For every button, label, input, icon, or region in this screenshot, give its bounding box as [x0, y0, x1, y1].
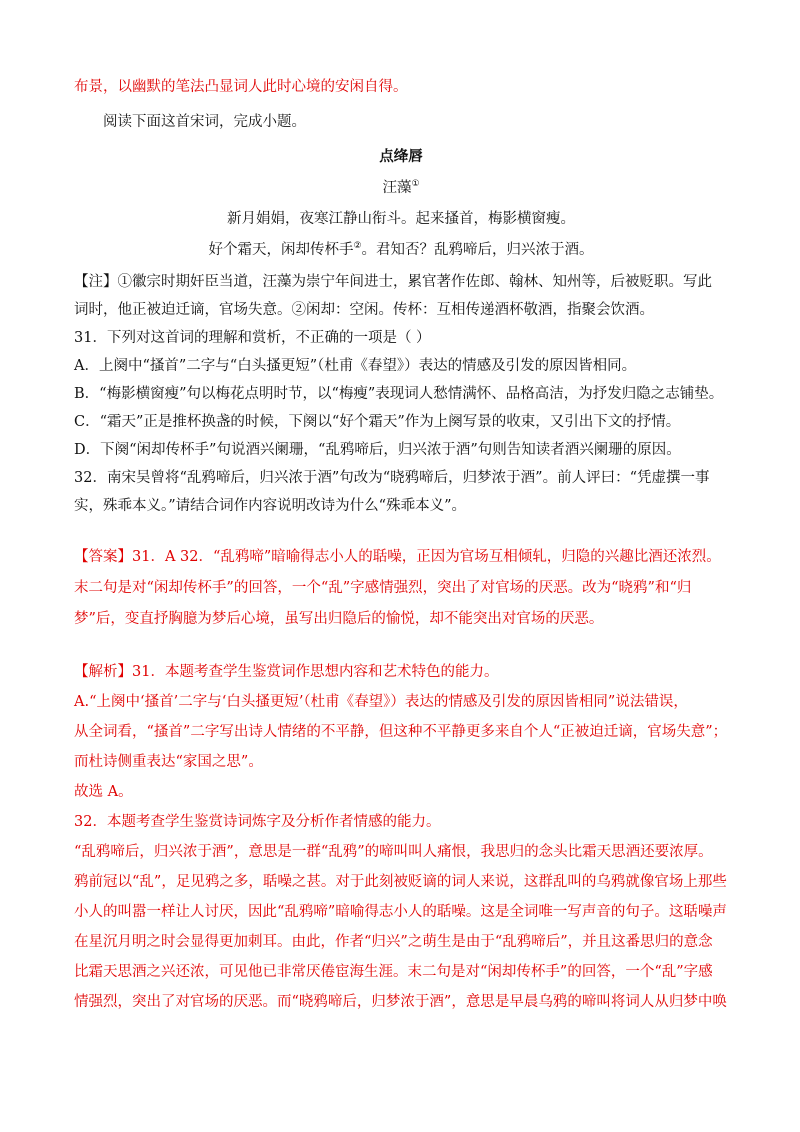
note-line: 词时，他正被迫迁谪，官场失意。②闲却：空闲。传杯：互相传递酒杯敬酒，指聚会饮酒。 — [74, 302, 654, 318]
q32-stem-line: 实，殊乖本义。”请结合词作内容说明改诗为什么“殊乖本义”。 — [74, 498, 466, 514]
poem-line-1: 新月娟娟，夜寒江静山衔斗。起来搔首，梅影横窗瘦。 — [227, 211, 575, 227]
instruction-text: 阅读下面这首宋词，完成小题。 — [103, 114, 306, 130]
answer-line: 【答案】31．A 32．“乱鸦啼”暗喻得志小人的聒噪，正因为官场互相倾轧，归隐的兴趣比酒还浓烈。 — [74, 549, 721, 565]
answer-line: 梦”后，变直抒胸臆为梦后心境，虽写出归隐后的愉悦，却不能突出对官场的厌恶。 — [74, 611, 604, 627]
poem-title: 点绛唇 — [379, 149, 423, 165]
analysis-line: 故选 A。 — [74, 784, 133, 800]
analysis-line: “乱鸦啼后，归兴浓于酒”，意思是一群“乱鸦”的啼叫叫人痛恨，我思归的念头比霜天思酒还要浓厚。 — [74, 844, 713, 860]
poem-author-name: 汪藻 — [382, 180, 412, 196]
answer-line: 末二句是对“闲却传杯手”的回答，一个“乱”字感情强烈，突出了对官场的厌恶。改为“晓鸦”和“归 — [74, 580, 692, 596]
poem-line-2-part-b: 。君知否？乱鸦啼后，归兴浓于酒。 — [361, 242, 594, 258]
document-page — [74, 74, 728, 1017]
analysis-line: 鸦前冠以“乱”，足见鸦之多，聒噪之甚。对于此刻被贬谪的词人来说，这群乱叫的乌鸦就像官场上那些 — [74, 874, 727, 890]
q31-option-a: A．上阕中“搔首”二字与“白头搔更短”（杜甫《春望》）表达的情感及引发的原因皆相同。 — [74, 358, 637, 374]
analysis-line: 在星沉月明之时会显得更加刺耳。由此，作者“归兴”之萌生是由于“乱鸦啼后”，并且这番思归的意念 — [74, 934, 713, 950]
poem-line-2-part-a: 好个霜天，闲却传杯手 — [208, 242, 354, 258]
analysis-line: 从全词看，“搔首”二字写出诗人情绪的不平静，但这种不平静更多来自个人“正被迫迁谪，官场失意”； — [74, 724, 728, 740]
analysis-line: 比霜天思酒之兴还浓，可见他已非常厌倦宦海生涯。末二句是对“闲却传杯手”的回答，一个“乱”字感 — [74, 964, 713, 980]
q31-option-b: B．“梅影横窗瘦”句以梅花点明时节，以“梅瘦”表现词人愁情满怀、品格高洁，为抒发归隐之志铺垫。 — [74, 386, 724, 402]
poem-line-2-note: ② — [353, 241, 362, 252]
poem-author-note: ① — [411, 179, 420, 190]
analysis-line: 【解析】31．本题考查学生鉴赏词作思想内容和艺术特色的能力。 — [74, 664, 499, 680]
analysis-line: 小人的叫嚣一样让人讨厌，因此“乱鸦啼”暗喻得志小人的聒噪。这是全词唯一写声音的句子。这聒噪声 — [74, 904, 727, 920]
q32-stem-line: 32．南宋吴曾将“乱鸦啼后，归兴浓于酒”句改为“晓鸦啼后，归梦浓于酒”。前人评曰：“凭虚撰一事 — [74, 470, 710, 486]
analysis-line: 32．本题考查学生鉴赏诗词炼字及分析作者情感的能力。 — [74, 814, 441, 830]
q31-option-c: C．“霜天”正是推杯换盏的时候，下阕以“好个霜天”作为上阕写景的收束，又引出下文的抒情。 — [74, 414, 681, 430]
poem-author — [74, 173, 728, 204]
analysis-line: 情强烈，突出了对官场的厌恶。而“晓鸦啼后，归梦浓于酒”，意思是早晨乌鸦的啼叫将词人从归梦中唤 — [74, 994, 727, 1010]
analysis-line: A.“上阕中‘搔首’二字与‘白头搔更短’（杜甫《春望》）表达的情感及引发的原因皆相同”说法错误， — [74, 694, 688, 710]
q31-stem: 31．下列对这首词的理解和赏析，不正确的一项是（ ） — [74, 330, 431, 346]
intro-tail-text: 布景，以幽默的笔法凸显词人此时心境的安闲自得。 — [74, 79, 408, 95]
note-line: 【注】①徽宗时期奸臣当道，汪藻为崇宁年间进士，累官著作佐郎、翰林、知州等，后被贬职。写此 — [74, 274, 712, 290]
analysis-line: 而杜诗侧重表达“家国之思”。 — [74, 754, 263, 770]
q31-option-d: D．下阕“闲却传杯手”句说酒兴阑珊，“乱鸦啼后，归兴浓于酒”句则告知读者酒兴阑珊的原因。 — [74, 442, 681, 458]
poem-line-2 — [74, 235, 728, 266]
